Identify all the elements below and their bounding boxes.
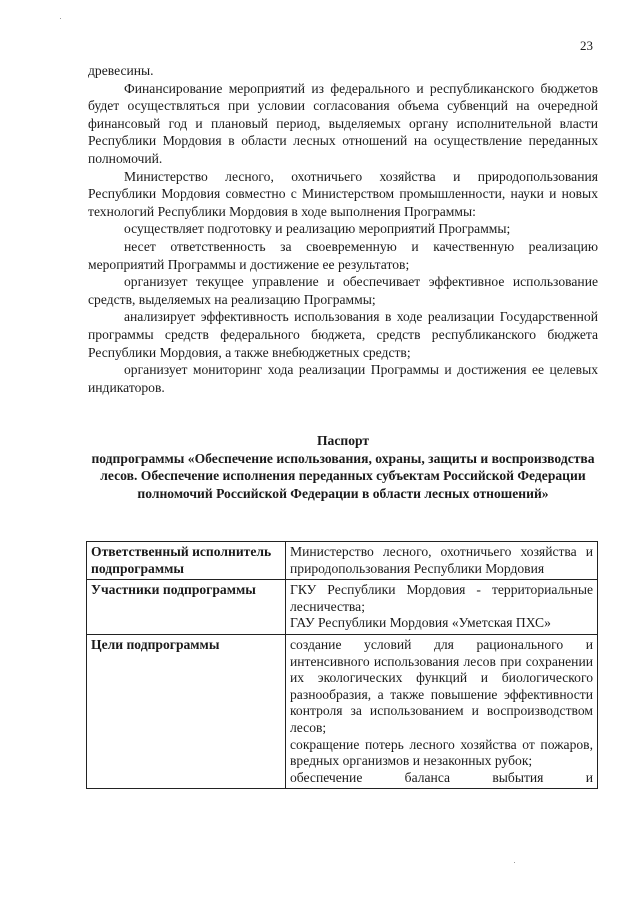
value-line: ГКУ Республики Мордовия - территориальные лесничества; bbox=[290, 582, 593, 614]
scan-speck bbox=[514, 862, 515, 863]
paragraph: несет ответственность за своевременную и качественную реализацию мероприятий Программы и достижение ее результатов; bbox=[88, 238, 598, 272]
passport-header bbox=[88, 432, 598, 502]
passport-table bbox=[86, 541, 598, 789]
paragraph: Финансирование мероприятий из федерального и республиканского бюджетов будет осуществляться при условии согласования объема субвенций на очередной финансовый год и плановый период, выделяемых органу исполнительной власти Республики Мордовия в области лесных отношений на осуществление переданных полномочий. bbox=[88, 80, 598, 166]
row-value bbox=[286, 542, 598, 580]
value-line: ГАУ Республики Мордовия «Уметская ПХС» bbox=[290, 615, 551, 631]
row-label: Ответственный исполнитель подпрограммы bbox=[87, 542, 286, 580]
row-value bbox=[286, 634, 598, 788]
table-row bbox=[87, 542, 598, 580]
row-label: Участники подпрограммы bbox=[87, 580, 286, 635]
table-row bbox=[87, 580, 598, 635]
row-label: Цели подпрограммы bbox=[87, 634, 286, 788]
paragraph: осуществляет подготовку и реализацию мероприятий Программы; bbox=[124, 221, 511, 237]
paragraph: организует текущее управление и обеспечивает эффективное использование средств, выделяемых на реализацию Программы; bbox=[88, 274, 598, 307]
value-line: создание условий для рационального и интенсивного использования лесов при сохранении их экологических функций и биологического разнообразия, а также повышение эффективности контроля за использованием и воспроизводством лесов; bbox=[290, 636, 593, 735]
table-row bbox=[87, 634, 598, 788]
row-value bbox=[286, 580, 598, 635]
value-line: сокращение потерь лесного хозяйства от пожаров, вредных организмов и незаконных рубок; bbox=[290, 736, 593, 769]
passport-heading: Паспорт bbox=[316, 433, 370, 448]
paragraph: организует мониторинг хода реализации Программы и достижения ее целевых индикаторов. bbox=[88, 362, 598, 395]
page-number: 23 bbox=[580, 38, 593, 53]
scan-speck bbox=[60, 18, 61, 19]
paragraph: древесины. bbox=[88, 63, 154, 78]
body-text bbox=[88, 62, 598, 396]
value-line: Министерство лесного, охотничьего хозяйства и природопользования Республики Мордовия bbox=[290, 544, 593, 576]
value-line: обеспечение баланса выбытия и bbox=[290, 769, 593, 785]
passport-title: подпрограммы «Обеспечение использования, охраны, защиты и воспроизводства лесов. Обеспечение исполнения переданных субъектам Российской Федерации полномочий Российской Федерации в области лесных отношений» bbox=[91, 450, 595, 501]
paragraph: анализирует эффективность использования в ходе реализации Государственной программы средств федерального бюджета, средств республиканского бюджета Республики Мордовия, а также внебюджетных средств; bbox=[88, 309, 598, 360]
paragraph: Министерство лесного, охотничьего хозяйства и природопользования Республики Мордовия совместно с Министерством промышленности, науки и новых технологий Республики Мордовия в ходе выполнения Программы: bbox=[88, 168, 598, 219]
